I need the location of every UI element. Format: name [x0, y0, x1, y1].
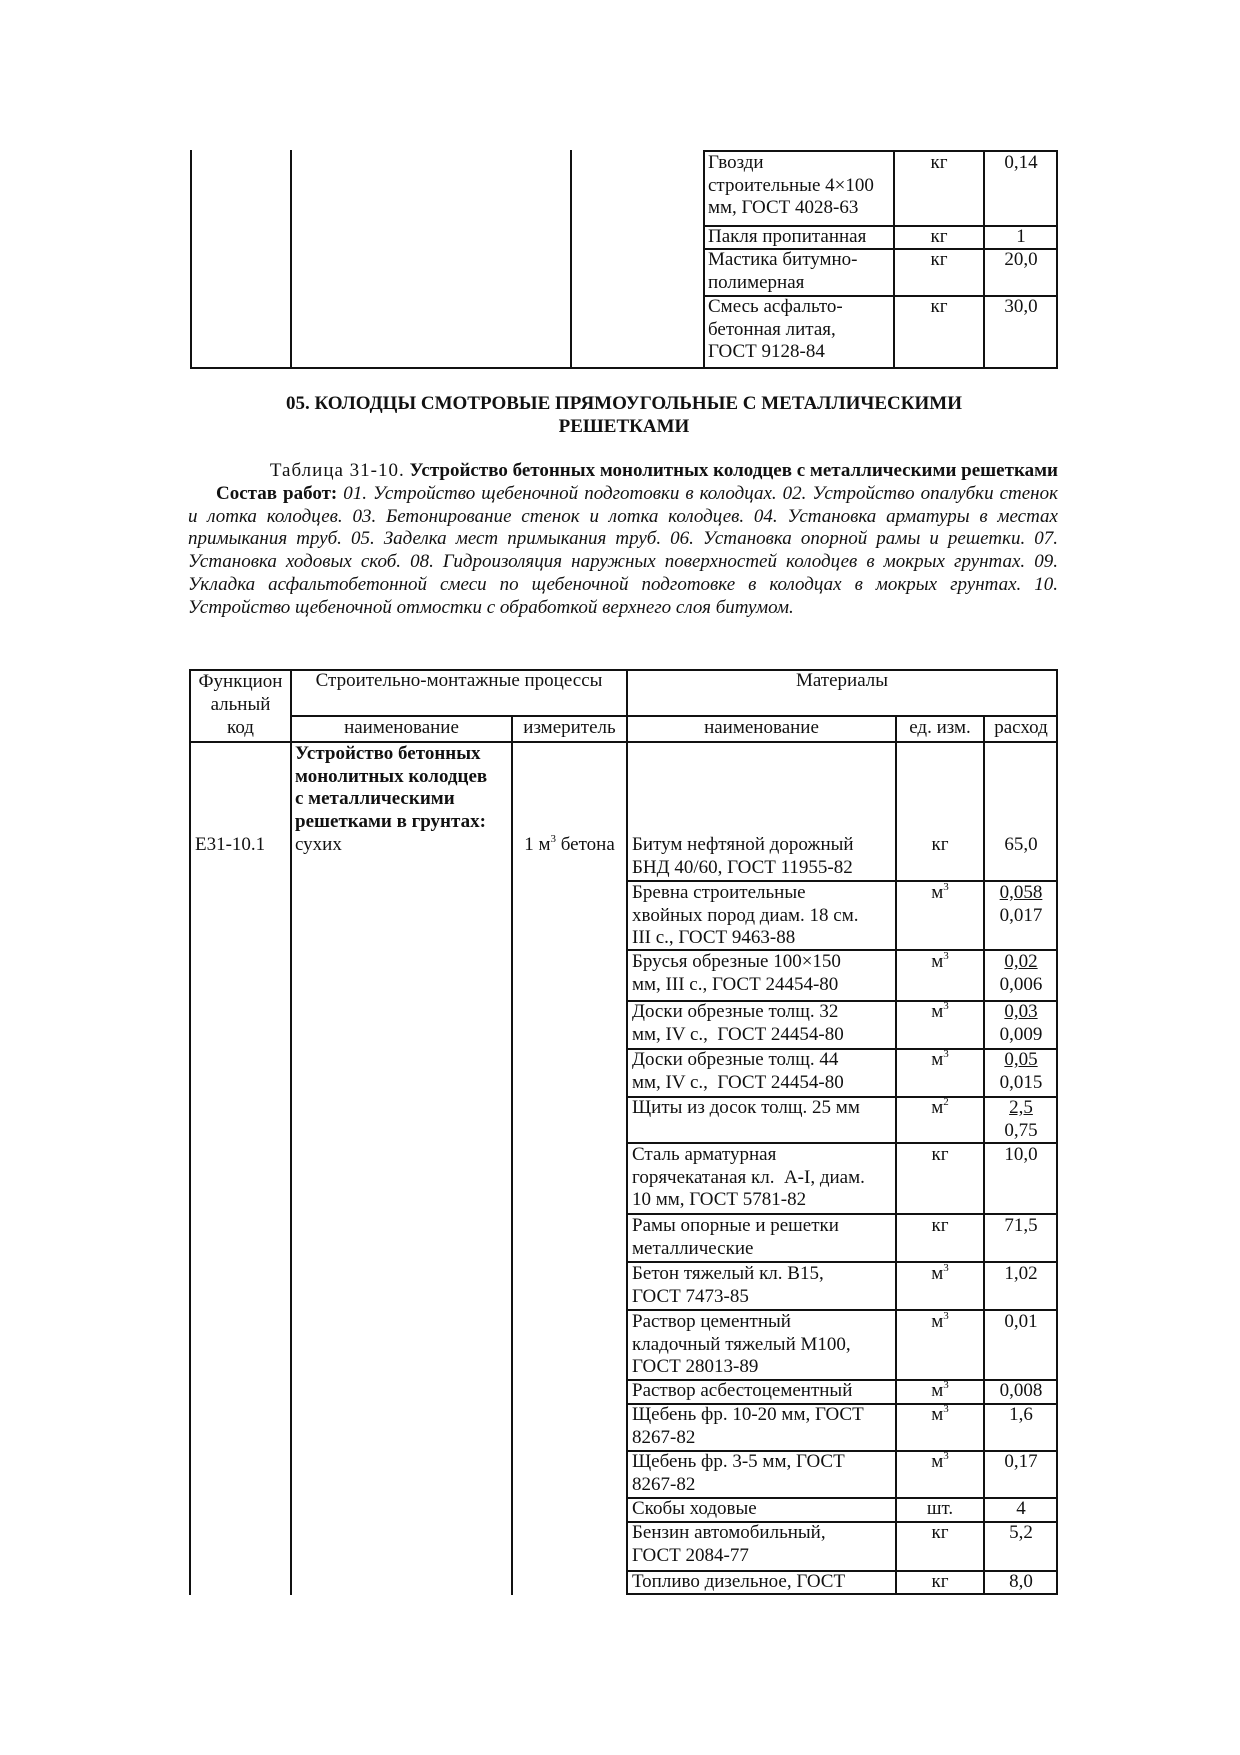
- header-line-text: альный: [210, 694, 271, 715]
- unit-sup: 3: [943, 1000, 949, 1012]
- top-material-name: [705, 152, 893, 220]
- main-table-border-left: [189, 669, 191, 1595]
- material-name: [629, 1522, 895, 1567]
- line: ГОСТ 9128-84: [708, 341, 825, 362]
- material-unit: кг: [931, 1144, 949, 1165]
- top-material-name: [705, 296, 893, 364]
- line: Доски обрезные толщ. 44: [632, 1049, 839, 1070]
- material-unit: кг: [931, 1571, 949, 1592]
- material-unit: кг: [931, 1522, 949, 1543]
- material-unit: [897, 1311, 983, 1334]
- unit-sup: 3: [943, 1450, 949, 1462]
- material-unit: [897, 882, 983, 905]
- material-unit: кг: [931, 1215, 949, 1236]
- top-material-unit: кг: [930, 296, 948, 317]
- line: Рамы опорные и решетки: [632, 1215, 839, 1236]
- process-title-line: с металлическими: [295, 788, 455, 810]
- unit: м: [931, 1263, 944, 1284]
- unit: м: [931, 1404, 944, 1425]
- unit-sup: 3: [943, 950, 949, 962]
- line: горячекатаная кл. A-I, диам.: [632, 1166, 865, 1188]
- material-name: Раствор асбестоцементный: [632, 1380, 853, 1401]
- line: мм, IV с., ГОСТ 24454-80: [632, 1071, 844, 1093]
- material-value: 65,0: [1004, 834, 1038, 855]
- material-unit: [897, 1380, 983, 1403]
- material-name: [629, 1144, 895, 1212]
- process-measure: [513, 834, 626, 857]
- unit: м: [931, 1001, 944, 1022]
- material-name: [629, 951, 895, 996]
- value-numerator: 0,058: [999, 882, 1043, 903]
- line: полимерная: [708, 271, 805, 293]
- unit-sup: 2: [943, 1096, 949, 1108]
- unit-sup: 3: [943, 1310, 949, 1322]
- unit: м: [931, 1380, 944, 1401]
- line: Брусья обрезные 100×150: [632, 951, 841, 972]
- material-value: 5,2: [1009, 1522, 1033, 1543]
- top-table-border-left: [190, 150, 192, 369]
- line: бетонная литая,: [708, 318, 836, 340]
- material-value: 0,01: [1004, 1311, 1038, 1332]
- material-name: [629, 1263, 895, 1308]
- unit: м: [931, 1451, 944, 1472]
- material-value: 1,6: [1009, 1404, 1033, 1425]
- line: Щебень фр. 10-20 мм, ГОСТ: [632, 1404, 864, 1425]
- header-material-consumption: расход: [994, 717, 1048, 738]
- line: Смесь асфальто-: [708, 296, 843, 317]
- line: 10 мм, ГОСТ 5781-82: [632, 1189, 807, 1210]
- value-denominator: 0,015: [999, 1071, 1043, 1093]
- value-denominator: 0,017: [999, 904, 1043, 926]
- line: мм, ГОСТ 4028-63: [708, 197, 859, 218]
- top-material-name: [705, 249, 893, 294]
- material-unit: [897, 1049, 983, 1072]
- material-value: [985, 951, 1057, 996]
- work-composition-text: 01. Устройство щебеночной подготовки в колодцах. 02. Устройство опалубки стенок и лотка колодцев. 03. Бетонирование стенок и лотка колодцев. 04. Установка арматуры в местах примыкания труб. 05. Заделка мест примыкания труб. 06. Установка опорной рамы и решетки. 07. Установка ходовых скоб. 08. Гидроизоляция наружных поверхностей колодцев в мокрых грунтах. 09. Укладка асфальтобетонной смеси по щебеночной подготовке в колодцах в мокрых грунтах. 10. Устройство щебеночной отмостки с обработкой верхнего слоя битумом.: [188, 483, 1058, 618]
- main-table-divider: [626, 669, 628, 1595]
- material-unit: [897, 1404, 983, 1427]
- line: ГОСТ 2084-77: [632, 1544, 749, 1566]
- unit-sup: 3: [943, 1379, 949, 1391]
- measure-sup: 3: [550, 833, 556, 845]
- top-table-border-bottom: [190, 367, 1058, 369]
- unit: м: [931, 1049, 944, 1070]
- material-unit: [897, 951, 983, 974]
- unit-sup: 3: [943, 1403, 949, 1415]
- material-unit: [897, 1001, 983, 1024]
- table-title: Устройство бетонных монолитных колодцев с металлическими решетками: [409, 460, 1058, 481]
- process-name: [292, 743, 511, 857]
- material-unit: кг: [931, 834, 949, 855]
- value-numerator: 0,03: [1004, 1001, 1038, 1022]
- line: ГОСТ 7473-85: [632, 1285, 749, 1307]
- header-line-text: Функцион: [198, 671, 283, 692]
- top-table-divider: [570, 150, 572, 369]
- top-material-name: Пакля пропитанная: [708, 226, 867, 247]
- line: Битум нефтяной дорожный: [632, 834, 854, 855]
- material-name: Топливо дизельное, ГОСТ: [632, 1571, 846, 1592]
- line: Сталь арматурная: [632, 1144, 777, 1165]
- line: Щебень фр. 3-5 мм, ГОСТ: [632, 1451, 845, 1472]
- material-unit: [897, 1097, 983, 1120]
- unit: м: [931, 1097, 944, 1118]
- material-name: [629, 1404, 895, 1449]
- material-name: [629, 1311, 895, 1379]
- material-unit: [897, 1263, 983, 1286]
- line: ГОСТ 28013-89: [632, 1356, 759, 1377]
- line: III с., ГОСТ 9463-88: [632, 927, 796, 948]
- header-functional-code: [191, 670, 290, 739]
- material-value: 0,17: [1004, 1451, 1038, 1472]
- header-process-measure: измеритель: [523, 717, 616, 738]
- material-name: Щиты из досок толщ. 25 мм: [632, 1097, 860, 1118]
- top-material-unit: кг: [930, 152, 948, 173]
- line: Бетон тяжелый кл. В15,: [632, 1263, 824, 1284]
- top-material-value: 30,0: [1004, 296, 1038, 317]
- process-title-line: монолитных колодцев: [295, 765, 488, 787]
- table-number: Таблица 31-10.: [269, 460, 405, 481]
- top-material-value: 1: [1016, 226, 1026, 247]
- line: Доски обрезные толщ. 32: [632, 1001, 839, 1022]
- line: БНД 40/60, ГОСТ 11955-82: [632, 856, 853, 878]
- section-title-line: 05. КОЛОДЦЫ СМОТРОВЫЕ ПРЯМОУГОЛЬНЫЕ С МЕТАЛЛИЧЕСКИМИ: [285, 393, 962, 414]
- material-name: [629, 1451, 895, 1496]
- process-subtype: сухих: [295, 833, 342, 855]
- material-name: [629, 1215, 895, 1260]
- line: 8267-82: [632, 1426, 696, 1448]
- material-name: [629, 882, 895, 950]
- material-name: [629, 834, 895, 879]
- work-composition-label: Состав работ:: [216, 483, 338, 504]
- measure-suffix: бетона: [556, 834, 615, 855]
- material-value: 1,02: [1004, 1263, 1038, 1284]
- line: мм, III с., ГОСТ 24454-80: [632, 973, 839, 995]
- material-value: [985, 882, 1057, 927]
- material-value: [985, 1097, 1057, 1142]
- process-title-line: решетками в грунтах:: [295, 811, 486, 833]
- material-value: 10,0: [1004, 1144, 1038, 1165]
- material-value: 71,5: [1004, 1215, 1038, 1236]
- process-title-line: Устройство бетонных: [295, 743, 481, 764]
- top-material-unit: кг: [930, 226, 948, 247]
- material-unit: [897, 1451, 983, 1474]
- value-denominator: 0,75: [1004, 1119, 1038, 1141]
- measure-prefix: 1 м: [524, 834, 551, 855]
- top-material-value: 0,14: [1004, 152, 1038, 173]
- section-title: [190, 392, 1058, 438]
- material-value: 4: [1016, 1498, 1026, 1519]
- line: строительные 4×100: [708, 174, 874, 196]
- table-caption: [188, 460, 1058, 483]
- header-material-unit: ед. изм.: [909, 717, 971, 738]
- header-processes: Строительно-монтажные процессы: [315, 670, 603, 691]
- line: металлические: [632, 1237, 754, 1259]
- header-process-name: наименование: [344, 717, 459, 738]
- value-numerator: 0,05: [1004, 1049, 1038, 1070]
- material-name: Скобы ходовые: [632, 1498, 757, 1519]
- material-value: [985, 1001, 1057, 1046]
- line: Бензин автомобильный,: [632, 1522, 826, 1543]
- line: мм, IV с., ГОСТ 24454-80: [632, 1023, 844, 1045]
- value-numerator: 0,02: [1004, 951, 1038, 972]
- unit: м: [931, 1311, 944, 1332]
- header-material-name: наименование: [704, 717, 819, 738]
- top-material-unit: кг: [930, 249, 948, 270]
- material-name: [629, 1049, 895, 1094]
- top-table-divider: [290, 150, 292, 369]
- unit-sup: 3: [943, 881, 949, 893]
- unit: м: [931, 882, 944, 903]
- line: Мастика битумно-: [708, 249, 858, 270]
- material-name: [629, 1001, 895, 1046]
- unit-sup: 3: [943, 1262, 949, 1274]
- line: Раствор цементный: [632, 1311, 791, 1332]
- material-value: [985, 1049, 1057, 1094]
- line: Бревна строительные: [632, 882, 806, 903]
- material-value: 8,0: [1009, 1571, 1033, 1592]
- work-composition: [188, 483, 1058, 619]
- section-title-line: РЕШЕТКАМИ: [558, 416, 690, 437]
- line: хвойных пород диам. 18 см.: [632, 904, 859, 926]
- material-unit: шт.: [926, 1498, 954, 1519]
- line: 8267-82: [632, 1473, 696, 1495]
- top-material-value: 20,0: [1004, 249, 1038, 270]
- material-value: 0,008: [999, 1380, 1043, 1401]
- value-denominator: 0,006: [999, 973, 1043, 995]
- unit: м: [931, 951, 944, 972]
- functional-code: Е31-10.1: [195, 834, 266, 855]
- line: Гвозди: [708, 152, 764, 173]
- value-denominator: 0,009: [999, 1023, 1043, 1045]
- line: кладочный тяжелый М100,: [632, 1333, 851, 1355]
- value-numerator: 2,5: [1009, 1097, 1033, 1118]
- unit-sup: 3: [943, 1048, 949, 1060]
- header-line-text: код: [227, 717, 254, 738]
- header-materials: Материалы: [795, 670, 889, 691]
